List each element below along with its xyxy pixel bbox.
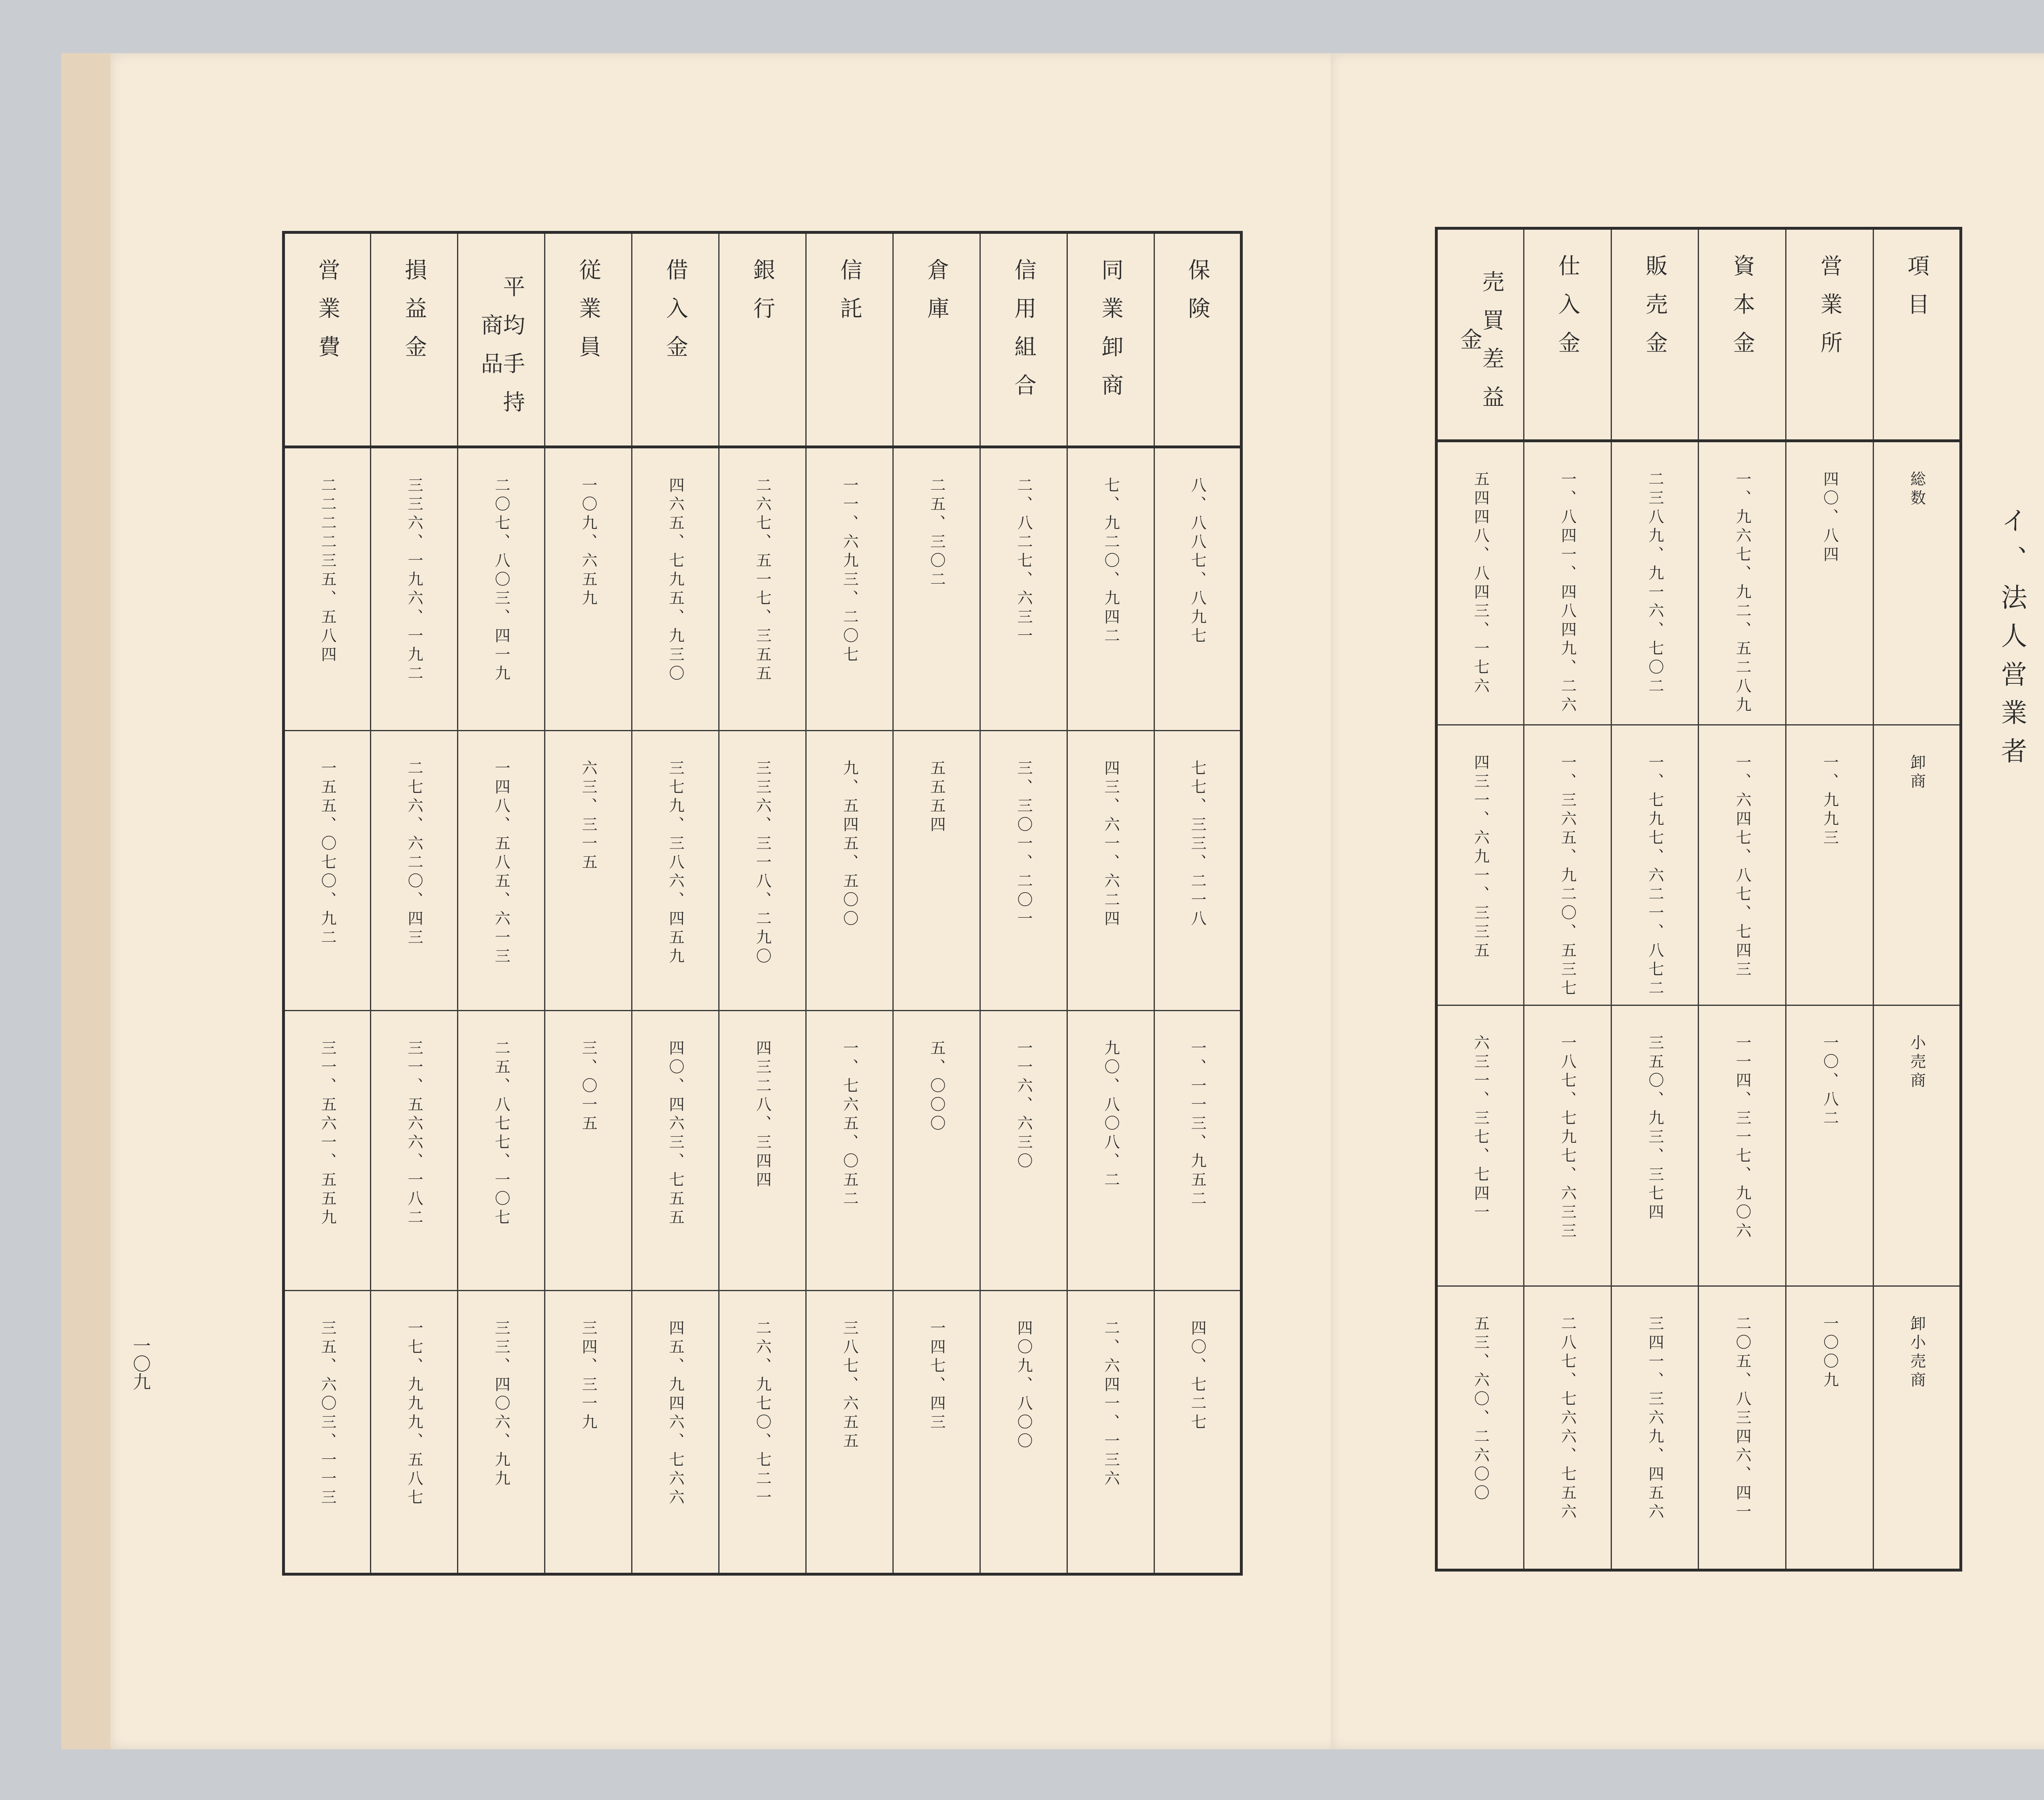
left-table-cell-value: 二二二二三五、五八四	[318, 477, 336, 665]
left-table-header-cell	[284, 233, 371, 447]
summary-table-cell-value: 五四四八、八四三、一七六	[1471, 471, 1490, 696]
summary-table-row	[1437, 725, 1961, 1005]
left-table-cell-value: 四〇、七二七	[1188, 1320, 1206, 1433]
left-statistics-table	[282, 231, 1243, 1576]
left-table-header-cell	[1067, 233, 1154, 447]
left-table-cell	[284, 730, 371, 1010]
summary-table-cell-value: 卸商	[1907, 754, 1926, 792]
book-spread	[61, 53, 2044, 1749]
left-table-cell-value: 六三、三一五	[579, 759, 597, 873]
left-table-cell-value: 四三二八、三四四	[753, 1039, 771, 1190]
summary-table-cell-value: 二〇五、八三四六、四一	[1733, 1315, 1751, 1522]
left-table-header-label: 従業員	[576, 258, 601, 374]
summary-table-cell	[1437, 725, 1524, 1005]
left-table-cell-value: 七七、三三、二一八	[1188, 759, 1206, 929]
left-table-header-label: 平均手持商品	[477, 275, 525, 429]
left-table-cell	[458, 730, 545, 1010]
left-table-cell	[980, 447, 1067, 731]
summary-table-cell-value: 一、八四一、四八四九、二六	[1558, 471, 1577, 715]
left-table-header-label: 銀行	[750, 258, 775, 335]
summary-table-cell	[1437, 441, 1524, 725]
section-title: イ、法人営業者	[1997, 507, 2027, 776]
left-table-cell	[893, 1010, 980, 1290]
summary-table	[1435, 227, 1962, 1572]
left-table-cell	[806, 1010, 893, 1290]
left-table-cell-value: 七、九二〇、九四二	[1102, 477, 1120, 646]
summary-table-cell	[1786, 725, 1874, 1005]
summary-table-header-label: 仕入金	[1555, 254, 1581, 369]
summary-table-cell	[1524, 1286, 1611, 1570]
summary-table-cell-value: 二三八九、九一六、七〇二	[1646, 471, 1664, 696]
left-table-header-cell	[980, 233, 1067, 447]
summary-table-cell	[1611, 725, 1699, 1005]
summary-table-cell	[1437, 1286, 1524, 1570]
left-table-cell-value: 二六、九七〇、七二一	[753, 1320, 771, 1508]
summary-table-header-cell	[1699, 228, 1786, 441]
left-table-header-cell	[632, 233, 719, 447]
left-table-row	[284, 1291, 1242, 1574]
summary-table-header-label: 販売金	[1642, 254, 1668, 369]
left-page	[110, 53, 1353, 1749]
left-table-cell-value: 五、〇〇〇	[928, 1039, 946, 1134]
left-table-header-cell	[458, 233, 545, 447]
left-table-cell	[458, 1010, 545, 1290]
left-table-cell	[371, 447, 458, 731]
left-table-cell-value: 三七九、三八六、四五九	[666, 759, 684, 967]
left-table-cell-value: 三一、五六一、五五九	[318, 1039, 336, 1228]
summary-table-cell-value: 一八七、七九七、六三三	[1558, 1034, 1577, 1242]
left-table-header-cell	[893, 233, 980, 447]
left-table-cell-value: 三、〇一五	[579, 1039, 597, 1134]
left-table-cell	[1154, 447, 1242, 731]
left-table-cell	[371, 1010, 458, 1290]
left-table-header-cell	[719, 233, 806, 447]
summary-table-header-label: 営業所	[1817, 254, 1843, 369]
left-table-row	[284, 730, 1242, 1010]
left-table-cell	[893, 730, 980, 1010]
left-table-cell	[632, 447, 719, 731]
summary-table-cell-value: 一、七九七、六二一、八七二	[1646, 754, 1664, 999]
left-table-header-label: 倉庫	[924, 258, 950, 335]
summary-table-cell	[1611, 441, 1699, 725]
left-table-row	[284, 1010, 1242, 1290]
summary-table-cell-value: 一〇、八二	[1820, 1034, 1839, 1129]
summary-table-header-label: 項目	[1904, 254, 1930, 331]
left-table-cell-value: 一、一一三、九五二	[1188, 1039, 1206, 1209]
summary-table-cell-value: 二八七、七六六、七五六	[1558, 1315, 1577, 1522]
summary-table-cell	[1786, 1005, 1874, 1286]
left-table-header-cell	[1154, 233, 1242, 447]
summary-table-header-cell	[1524, 228, 1611, 441]
left-table-header-label: 信用組合	[1011, 258, 1037, 412]
summary-table-cell-value: 五三、六〇、二六〇〇	[1471, 1315, 1490, 1504]
summary-table-cell	[1786, 441, 1874, 725]
left-table-cell-value: 二五、八七七、一〇七	[492, 1039, 510, 1228]
left-table-cell	[719, 1010, 806, 1290]
left-table-cell-value: 四〇九、八〇〇	[1015, 1320, 1033, 1452]
left-table-cell	[719, 1291, 806, 1574]
left-table-cell	[719, 730, 806, 1010]
summary-table-cell	[1699, 725, 1786, 1005]
left-table-cell-value: 一四七、四三	[928, 1320, 946, 1433]
left-table-header-label: 同業卸商	[1098, 258, 1124, 412]
left-table-header-label: 借入金	[663, 258, 688, 374]
left-table-cell-value: 三八七、六五五	[840, 1320, 858, 1452]
left-table-cell	[632, 1010, 719, 1290]
summary-table-cell-value: 四〇、八四	[1820, 471, 1839, 565]
left-table-cell-value: 四〇、四六三、七五五	[666, 1039, 684, 1228]
left-table-cell	[371, 730, 458, 1010]
summary-table-row	[1437, 1005, 1961, 1286]
summary-table-row	[1437, 441, 1961, 725]
left-table-row	[284, 447, 1242, 731]
left-table-cell	[806, 730, 893, 1010]
summary-table-header-cell	[1437, 228, 1524, 441]
left-table-cell	[545, 447, 632, 731]
left-table-cell-value: 四六五、七九五、九三〇	[666, 477, 684, 684]
summary-table-header-label: 売買差益金	[1457, 270, 1505, 424]
page-number-left: 一〇九	[130, 1337, 150, 1390]
left-table-cell	[284, 447, 371, 731]
left-table-cell-value: 三一、五六六、一八二	[405, 1039, 423, 1228]
left-table-header-cell	[545, 233, 632, 447]
left-table-cell	[545, 1291, 632, 1574]
summary-table-cell-value: 総数	[1907, 471, 1926, 508]
summary-table-cell-value: 六三一、三七、七四一	[1471, 1034, 1490, 1223]
summary-table-cell	[1874, 441, 1961, 725]
left-table-cell-value: 二五、三〇二	[928, 477, 946, 590]
left-table-cell-value: 一一六、六三〇	[1015, 1039, 1033, 1171]
left-table-cell	[284, 1010, 371, 1290]
left-table-cell	[632, 730, 719, 1010]
summary-table-cell-value: 一、九九三	[1820, 754, 1839, 848]
summary-table-row	[1437, 1286, 1961, 1570]
left-table-cell	[632, 1291, 719, 1574]
left-table-cell-value: 一五五、〇七〇、九二	[318, 759, 336, 948]
left-table-cell-value: 一七、九九九、五八七	[405, 1320, 423, 1508]
summary-table-cell	[1437, 1005, 1524, 1286]
summary-table-cell	[1524, 725, 1611, 1005]
left-table-cell	[980, 1010, 1067, 1290]
left-table-cell-value: 三五、六〇三、一一三	[318, 1320, 336, 1508]
summary-table-header-cell	[1786, 228, 1874, 441]
left-table-cell	[284, 1291, 371, 1574]
left-table-cell-value: 五五五四	[928, 759, 946, 835]
summary-table-cell-value: 三五〇、九三、三七四	[1646, 1034, 1664, 1223]
left-table-cell-value: 二七六、六二〇、四三	[405, 759, 423, 948]
left-table-cell-value: 一四八、五八五、六一三	[492, 759, 510, 967]
left-table-cell-value: 四三、六一、六二四	[1102, 759, 1120, 929]
left-table-cell	[806, 447, 893, 731]
left-table-cell	[371, 1291, 458, 1574]
left-table-header-label: 保険	[1185, 258, 1210, 335]
summary-table-cell-value: 卸小売商	[1907, 1315, 1926, 1391]
left-table-cell	[1067, 730, 1154, 1010]
summary-table-cell	[1699, 1286, 1786, 1570]
left-table-cell-value: 九、五四五、五〇〇	[840, 759, 858, 929]
left-table-cell-value: 三三、四〇六、九九	[492, 1320, 510, 1489]
summary-table-cell-value: 三四一、三六九、四五六	[1646, 1315, 1664, 1522]
left-table-cell-value: 九〇、八〇八、二	[1102, 1039, 1120, 1190]
left-table-cell	[719, 447, 806, 731]
left-table-cell	[545, 730, 632, 1010]
left-table-cell-value: 一一、六九三、二〇七	[840, 477, 858, 665]
summary-table-cell	[1524, 1005, 1611, 1286]
left-table-cell	[1067, 1010, 1154, 1290]
left-table-header-cell	[371, 233, 458, 447]
summary-table-header-cell	[1611, 228, 1699, 441]
left-table-cell	[1154, 1291, 1242, 1574]
left-table-cell	[1067, 447, 1154, 731]
left-table-cell-value: 二六七、五一七、三五五	[753, 477, 771, 684]
left-table-cell-value: 四五、九四六、七六六	[666, 1320, 684, 1508]
summary-table-cell	[1699, 1005, 1786, 1286]
left-table-cell	[980, 1291, 1067, 1574]
left-table-cell-value: 一〇九、六五九	[579, 477, 597, 609]
left-table-cell	[545, 1010, 632, 1290]
left-table-header-label: 営業費	[315, 258, 341, 374]
left-table-cell-value: 二、八二七、六三一	[1015, 477, 1033, 646]
left-table-cell-value: 二〇七、八〇三、四一九	[492, 477, 510, 684]
summary-table-cell	[1611, 1286, 1699, 1570]
left-table-cell-value: 二、六四一、一三六	[1102, 1320, 1120, 1489]
summary-table-cell-value: 一、六四七、八七、七四三	[1733, 754, 1751, 980]
right-page	[1331, 53, 2044, 1749]
left-table-cell	[458, 1291, 545, 1574]
left-table-cell	[458, 447, 545, 731]
summary-table-cell	[1699, 441, 1786, 725]
summary-table-cell	[1611, 1005, 1699, 1286]
summary-table-header-cell	[1874, 228, 1961, 441]
left-table-cell	[980, 730, 1067, 1010]
left-table-cell	[893, 1291, 980, 1574]
left-table-cell	[1154, 1010, 1242, 1290]
left-table-cell-value: 三三六、三一八、二九〇	[753, 759, 771, 967]
left-table-cell	[806, 1291, 893, 1574]
summary-table-cell-value: 一、三六五、九二〇、五三七	[1558, 754, 1577, 999]
summary-table-cell	[1874, 1286, 1961, 1570]
left-table-cell-value: 三、三〇一、二〇一	[1015, 759, 1033, 929]
summary-table-cell	[1874, 725, 1961, 1005]
left-table-cell-value: 八、八八七、八九七	[1188, 477, 1206, 646]
left-table-cell	[1154, 730, 1242, 1010]
left-table-cell	[1067, 1291, 1154, 1574]
left-table-cell-value: 三四、三一九	[579, 1320, 597, 1433]
left-table-cell-value: 三三六、一九六、一九二	[405, 477, 423, 684]
left-table-header-label: 信託	[837, 258, 863, 335]
summary-table-cell	[1524, 441, 1611, 725]
left-table-cell-value: 一、七六五、〇五二	[840, 1039, 858, 1209]
left-table-cell	[893, 447, 980, 731]
summary-table-cell	[1786, 1286, 1874, 1570]
summary-table-cell-value: 一、九六七、九二、五二八九	[1733, 471, 1751, 715]
summary-table-header-label: 資本金	[1729, 254, 1755, 369]
summary-table-cell-value: 一一四、三一七、九〇六	[1733, 1034, 1751, 1242]
left-table-header-cell	[806, 233, 893, 447]
summary-table-cell	[1874, 1005, 1961, 1286]
summary-table-cell-value: 小売商	[1907, 1034, 1926, 1091]
summary-table-cell-value: 一〇〇九	[1820, 1315, 1839, 1391]
left-table-header-label: 損益金	[401, 258, 427, 374]
summary-table-cell-value: 四三一、六九一、三三五	[1471, 754, 1490, 961]
left-page-edge	[61, 53, 110, 1749]
